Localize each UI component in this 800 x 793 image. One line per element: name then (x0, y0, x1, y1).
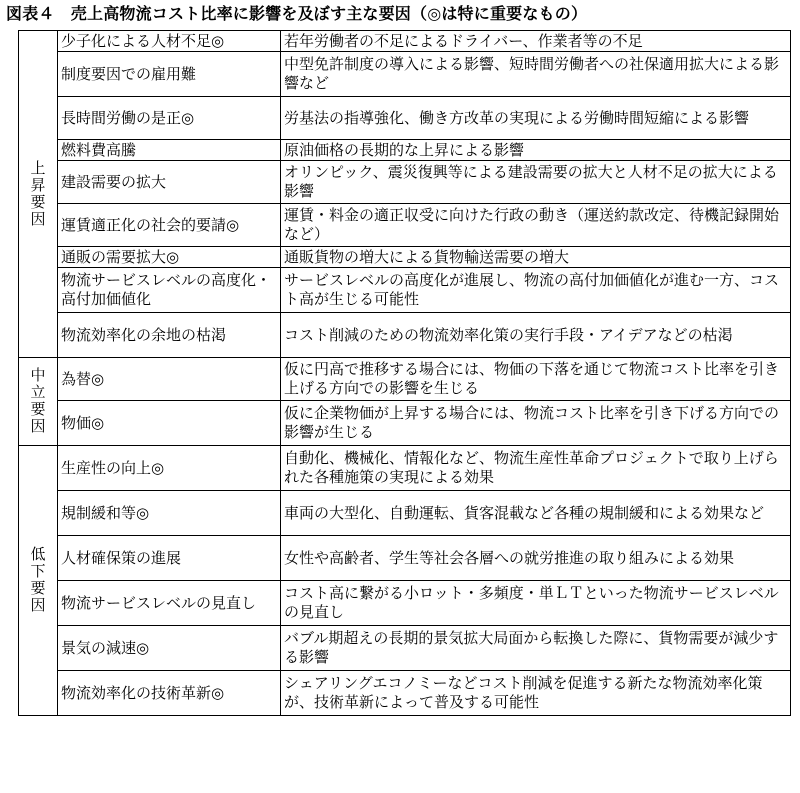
table-row (19, 671, 791, 716)
table-row (19, 161, 791, 204)
description-cell: 仮に企業物価が上昇する場合には、物流コスト比率を引き下げる方向での影響が生じる (281, 401, 791, 446)
description-cell: シェアリングエコノミーなどコスト削減を促進する新たな物流効率化策が、技術革新によって普及する可能性 (281, 671, 791, 716)
description-cell: 女性や高齢者、学生等社会各層への就労推進の取り組みによる効果 (281, 536, 791, 581)
factor-cell: 規制緩和等◎ (58, 491, 281, 536)
factor-cell: 物流効率化の技術革新◎ (58, 671, 281, 716)
figure-title: 図表４ 売上高物流コスト比率に影響を及ぼす主な要因（◎は特に重要なもの） (6, 4, 588, 23)
factor-cell: 少子化による人材不足◎ (58, 31, 281, 52)
table-row (19, 581, 791, 626)
table-row (19, 52, 791, 97)
table-row (19, 140, 791, 161)
table-row (19, 204, 791, 247)
group-label-decline: 低 下 要 因 (19, 446, 58, 716)
factor-cell: 運賃適正化の社会的要請◎ (58, 204, 281, 247)
table-row (19, 247, 791, 268)
table-row (19, 97, 791, 140)
factor-cell: 燃料費高騰 (58, 140, 281, 161)
factor-cell: 為替◎ (58, 358, 281, 401)
description-cell: 運賃・料金の適正収受に向けた行政の動き（運送約款改定、待機記録開始など） (281, 204, 791, 247)
factor-cell: 建設需要の拡大 (58, 161, 281, 204)
group-label-neutral: 中 立 要 因 (19, 358, 58, 446)
factor-cell: 物流サービスレベルの見直し (58, 581, 281, 626)
table-row (19, 491, 791, 536)
table-row (19, 626, 791, 671)
description-cell: 労基法の指導強化、働き方改革の実現による労働時間短縮による影響 (281, 97, 791, 140)
description-cell: バブル期超えの長期的景気拡大局面から転換した際に、貨物需要が減少する影響 (281, 626, 791, 671)
description-cell: 自動化、機械化、情報化など、物流生産性革命プロジェクトで取り上げられた各種施策の実現による効果 (281, 446, 791, 491)
description-cell: 原油価格の長期的な上昇による影響 (281, 140, 791, 161)
description-cell: 通販貨物の増大による貨物輸送需要の増大 (281, 247, 791, 268)
description-cell: 仮に円高で推移する場合には、物価の下落を通じて物流コスト比率を引き上げる方向での影響を生じる (281, 358, 791, 401)
factor-cell: 物流サービスレベルの高度化・高付加価値化 (58, 268, 281, 313)
description-cell: サービスレベルの高度化が進展し、物流の高付加価値化が進む一方、コスト高が生じる可能性 (281, 268, 791, 313)
factor-cell: 景気の減速◎ (58, 626, 281, 671)
group-label-rise: 上 昇 要 因 (19, 31, 58, 358)
factor-cell: 通販の需要拡大◎ (58, 247, 281, 268)
table-row (19, 31, 791, 52)
factors-table (18, 30, 791, 716)
factor-cell: 物価◎ (58, 401, 281, 446)
table-row (19, 446, 791, 491)
description-cell: 中型免許制度の導入による影響、短時間労働者への社保適用拡大による影響など (281, 52, 791, 97)
factor-cell: 長時間労働の是正◎ (58, 97, 281, 140)
description-cell: 車両の大型化、自動運転、貨客混載など各種の規制緩和による効果など (281, 491, 791, 536)
table-row (19, 313, 791, 358)
factor-cell: 人材確保策の進展 (58, 536, 281, 581)
table-row (19, 401, 791, 446)
table-row (19, 268, 791, 313)
description-cell: コスト高に繋がる小ロット・多頻度・単ＬＴといった物流サービスレベルの見直し (281, 581, 791, 626)
description-cell: コスト削減のための物流効率化策の実行手段・アイデアなどの枯渇 (281, 313, 791, 358)
description-cell: 若年労働者の不足によるドライバー、作業者等の不足 (281, 31, 791, 52)
table-row (19, 358, 791, 401)
description-cell: オリンピック、震災復興等による建設需要の拡大と人材不足の拡大による影響 (281, 161, 791, 204)
table-row (19, 536, 791, 581)
factor-cell: 生産性の向上◎ (58, 446, 281, 491)
factor-cell: 物流効率化の余地の枯渇 (58, 313, 281, 358)
factor-cell: 制度要因での雇用難 (58, 52, 281, 97)
